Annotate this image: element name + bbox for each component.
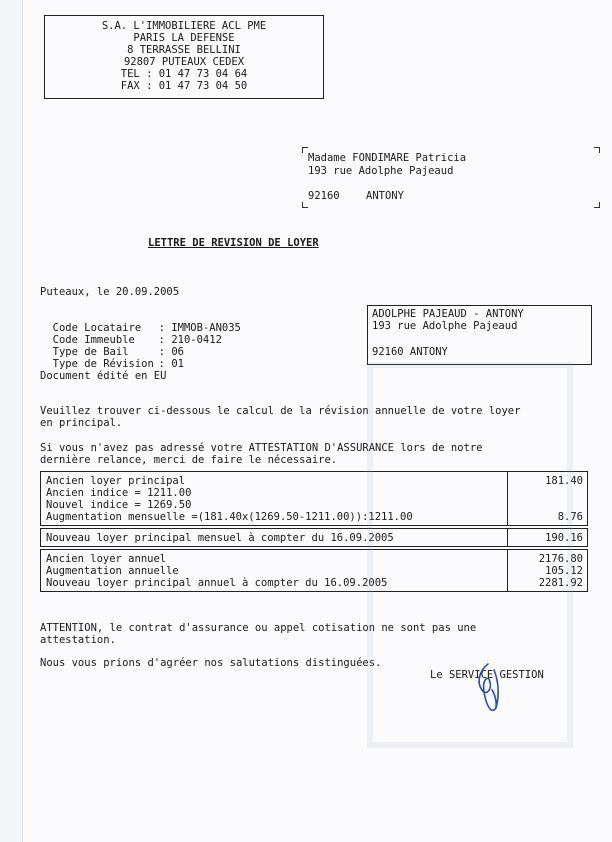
new-annual-label: Nouveau loyer principal annuel à compter du 16.09.2005 <box>46 577 388 589</box>
new-index: Nouvel indice = 1269.50 <box>46 499 192 511</box>
code-sep: : <box>158 322 165 334</box>
recipient-name: Madame FONDIMARE Patricia <box>308 152 467 164</box>
annual-increase-value: 105.12 <box>545 565 583 577</box>
property-city: 92160 ANTONY <box>372 346 448 358</box>
property-street: 193 rue Adolphe Pajeaud <box>372 320 518 332</box>
old-index: Ancien indice = 1211.00 <box>46 487 192 499</box>
attention-line-2: attestation. <box>40 634 116 646</box>
code-sep: : <box>158 334 165 346</box>
code-row <box>40 346 184 370</box>
old-annual-value: 2176.80 <box>538 553 583 565</box>
sender-fax: FAX : 01 47 73 04 50 <box>120 80 248 92</box>
intro-line-1: Veuillez trouver ci-dessous le calcul de la révision annuelle de votre loyer <box>40 405 521 417</box>
recipient-postcode: 92160 <box>308 190 340 202</box>
code-sep: : <box>158 358 165 370</box>
signoff: Le SERVICE GESTION <box>430 669 544 681</box>
code-value: 210-0412 <box>171 334 222 346</box>
code-label: Code Locataire <box>52 322 142 334</box>
property-title: ADOLPHE PAJEAUD - ANTONY <box>372 308 524 320</box>
increase-label: Augmentation mensuelle =(181.40x(1269.50-1211.00)):1211.00 <box>46 511 413 523</box>
window-corner-mark <box>594 147 600 153</box>
greeting: Nous vous prions d'agréer nos salutations distinguées. <box>40 657 382 669</box>
code-value: 06 <box>171 346 184 358</box>
edition-note: Document édité en EU <box>40 370 167 382</box>
sender-area: PARIS LA DEFENSE <box>133 32 235 44</box>
sender-phone: TEL : 01 47 73 04 64 <box>120 68 248 80</box>
new-annual-value: 2281.92 <box>538 577 583 589</box>
increase-value: 8.76 <box>557 511 583 523</box>
insurance-line-1: Si vous n'avez pas adressé votre ATTESTATION D'ASSURANCE lors de notre <box>40 442 483 454</box>
code-value: 01 <box>171 358 184 370</box>
place-date: Puteaux, le 20.09.2005 <box>40 286 180 298</box>
faint-background-stamp <box>360 345 590 765</box>
code-sep: : <box>158 346 165 358</box>
window-corner-mark <box>302 202 308 208</box>
window-corner-mark <box>594 202 600 208</box>
sender-street: 8 TERRASSE BELLINI <box>127 44 241 56</box>
code-label: Type de Révision <box>52 358 154 370</box>
old-rent-value: 181.40 <box>545 475 583 487</box>
new-monthly-label: Nouveau loyer principal mensuel à compter du 16.09.2005 <box>41 529 508 547</box>
letter-title: LETTRE DE REVISION DE LOYER <box>148 237 319 249</box>
intro-line-2: en principal. <box>40 417 123 429</box>
code-value: IMMOB-AN035 <box>171 322 241 334</box>
insurance-line-2: dernière relance, merci de faire le nécessaire. <box>40 454 338 466</box>
recipient-city: ANTONY <box>366 190 404 202</box>
recipient-street: 193 rue Adolphe Pajeaud <box>308 165 454 177</box>
new-monthly-value: 190.16 <box>508 529 588 547</box>
sender-company: S.A. L'IMMOBILIERE ACL PME <box>101 20 267 32</box>
sender-address-box <box>44 15 324 99</box>
annual-increase-label: Augmentation annuelle <box>46 565 179 577</box>
old-rent-label: Ancien loyer principal <box>46 475 186 487</box>
code-label: Code Immeuble <box>52 334 135 346</box>
code-label: Type de Bail <box>52 346 129 358</box>
sender-city: 92807 PUTEAUX CEDEX <box>123 56 245 68</box>
attention-line-1: ATTENTION, le contrat d'assurance ou appel cotisation ne sont pas une <box>40 622 477 634</box>
old-annual-label: Ancien loyer annuel <box>46 553 167 565</box>
